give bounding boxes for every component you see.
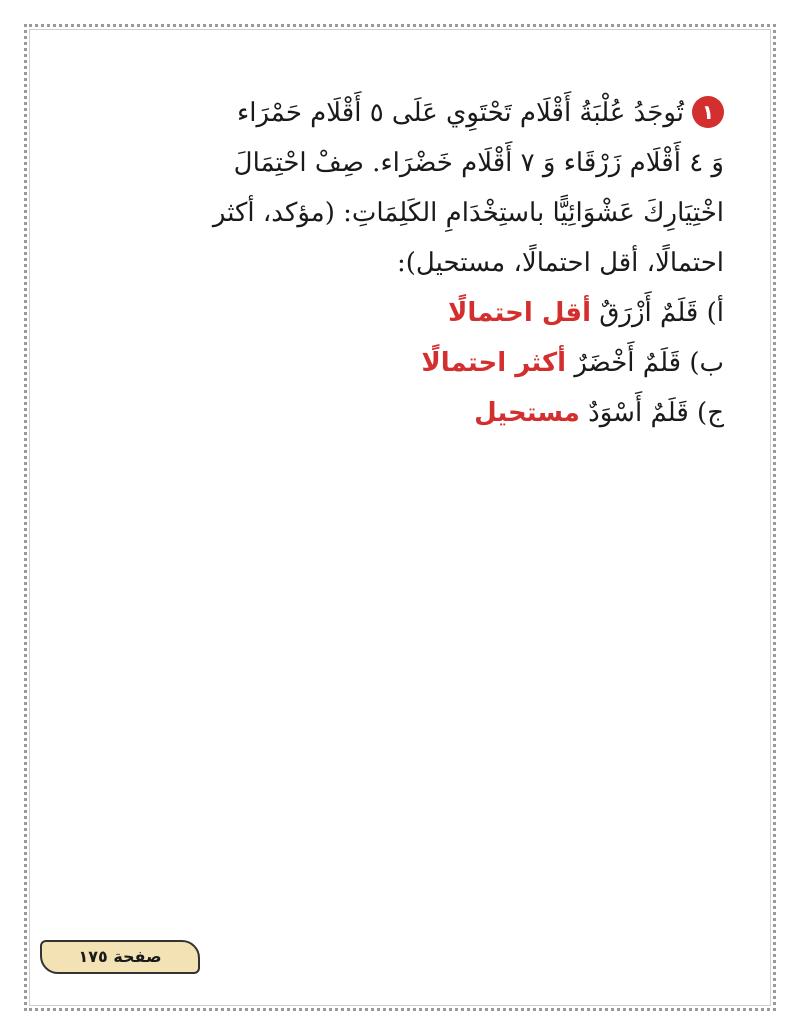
answer-prompt: ج) قَلَمٌ أَسْوَدٌ xyxy=(588,398,724,428)
answer-row-c xyxy=(104,388,724,438)
answer-row-a xyxy=(104,288,724,338)
page-number-badge: صفحة ١٧٥ xyxy=(40,940,200,974)
question-text-line-1: تُوجَدُ عُلْبَةُ أَقْلَام تَحْتَوِي عَلَى ٥ أَقْلَام حَمْرَاء xyxy=(237,98,684,128)
question-block xyxy=(104,88,724,438)
question-line xyxy=(104,88,724,138)
question-number-badge: ١ xyxy=(692,96,724,128)
answer-value: أقل احتمالًا xyxy=(447,298,591,328)
answer-value: أكثر احتمالًا xyxy=(421,348,567,378)
answer-row-b xyxy=(104,338,724,388)
answer-value: مستحيل xyxy=(474,398,580,428)
answer-prompt: ب) قَلَمٌ أَخْضَرٌ xyxy=(574,348,724,378)
question-text-line-2: وَ ٤ أَقْلَام زَرْقَاء وَ ٧ أَقْلَام خَضْرَاء. صِفْ احْتِمَالَ xyxy=(233,148,724,178)
answer-prompt: أ) قَلَمٌ أَزْرَقٌ xyxy=(599,298,724,328)
question-text-line-4: احتمالًا، أقل احتمالًا، مستحيل): xyxy=(397,248,724,278)
question-text-line-3: اخْتِيَارِكَ عَشْوَائِيًّا باستِخْدَامِ الكَلِمَاتِ: (مؤكد، أكثر xyxy=(212,198,724,228)
